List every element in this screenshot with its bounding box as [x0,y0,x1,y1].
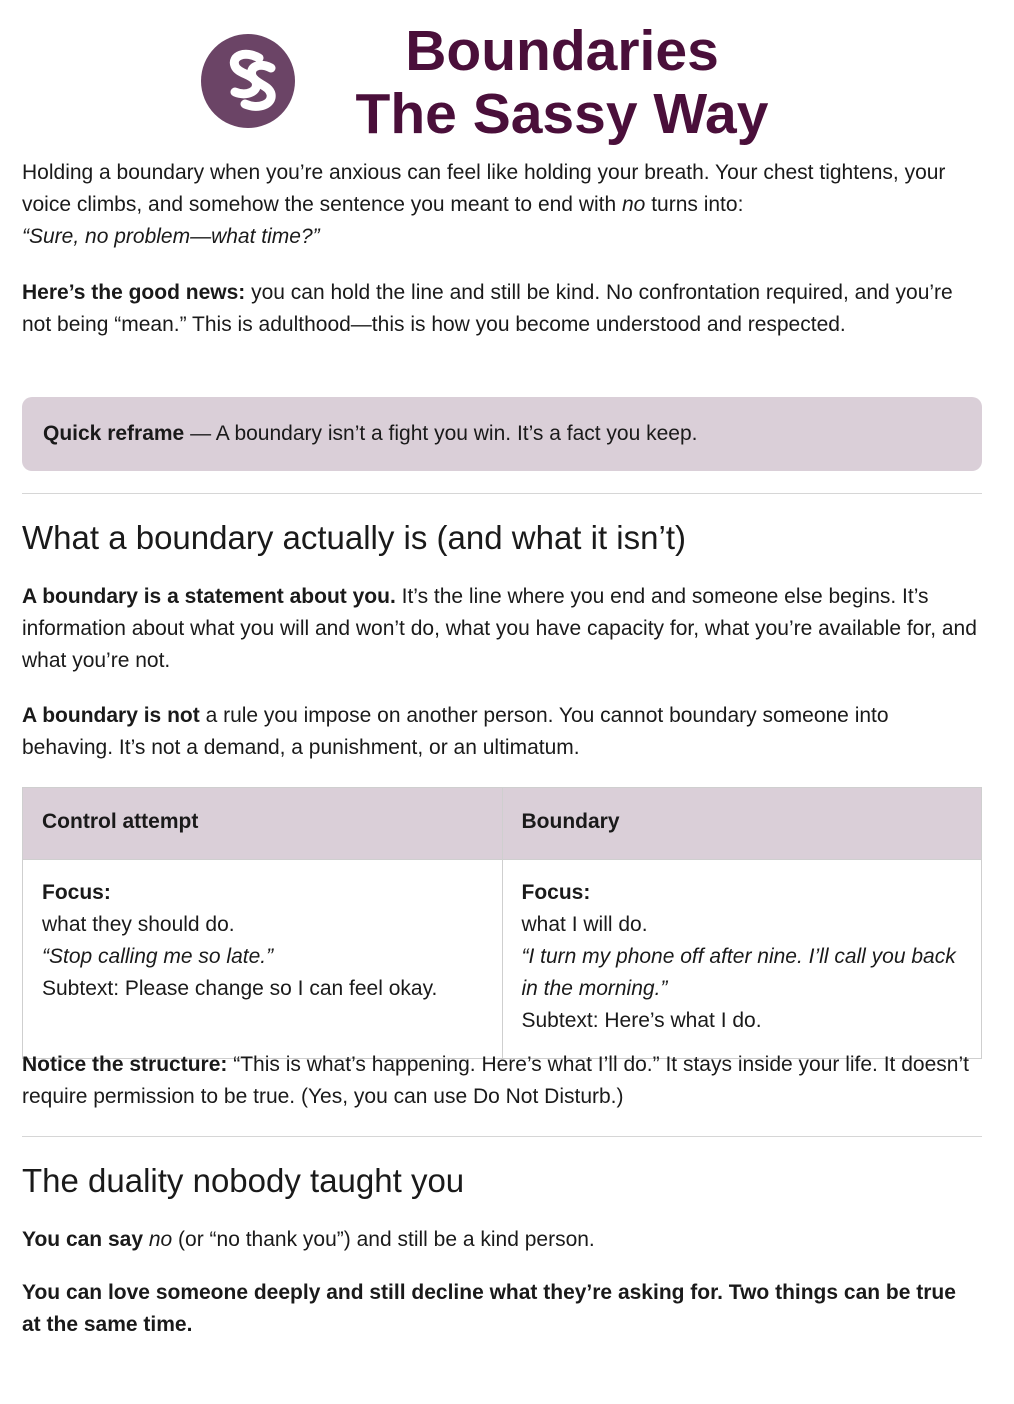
ss-logo-icon [201,34,295,128]
good-news-label: Here’s the good news: [22,281,246,304]
boundary-isnot-text: a rule you impose on another person. You cannot boundary someone into behaving. It’s not a demand, a punishment, or an ultimatum. [22,704,889,759]
header [22,0,982,155]
cell-focus [42,877,483,941]
boundary-is-label: A boundary is a statement about you. [22,585,396,608]
callout-text: — A boundary isn’t a fight you win. It’s a fact you keep. [184,422,698,445]
boundary-is-paragraph [22,581,982,677]
notice-text: “This is what’s happening. Here’s what I’ll do.” It stays inside your life. It doesn’t require permission to be true. (Yes, you can use Do Not Disturb.) [22,1053,969,1108]
cell-quote: “I turn my phone off after nine. I’ll call you back in the morning.” [521,945,956,1000]
cell-subtext: Subtext: Here’s what I do. [521,1009,762,1032]
divider [22,1136,982,1137]
table-header-boundary: Boundary [502,788,982,860]
page-title [322,20,802,146]
quick-reframe-callout [22,397,982,471]
callout-label: Quick reframe [43,422,185,445]
focus-label: Focus: [42,881,111,904]
boundary-isnot-label: A boundary is not [22,704,200,727]
brand-logo [201,34,295,128]
good-news-paragraph [22,277,982,341]
cell-subtext: Subtext: Please change so I can feel okay. [42,977,438,1000]
section-heading-duality: The duality nobody taught you [22,1162,465,1199]
notice-label: Notice the structure: [22,1053,228,1076]
say-emphasis: no [148,1228,173,1251]
table-row [23,860,982,1059]
say-no-paragraph [22,1224,982,1256]
boundary-is-text: It’s the line where you end and someone else begins. It’s information about what you will and won’t do, what you have capacity for, what you’re available for, and what you’re not. [22,585,977,672]
boundary-isnot-paragraph [22,700,982,764]
love-paragraph: You can love someone deeply and still decline what they’re asking for. Two things can be true at the same time. [22,1281,956,1336]
cell-quote: “Stop calling me so late.” [42,945,274,968]
cell-focus [522,877,963,941]
divider [22,493,982,494]
table-cell-control [23,860,503,1059]
section-heading-boundary: What a boundary actually is (and what it isn’t) [22,519,686,556]
focus-text: what they should do. [42,913,235,936]
intro-quote: “Sure, no problem—what time?” [22,225,320,248]
title-line-1: Boundaries [405,19,719,83]
focus-label: Focus: [521,881,591,904]
table-cell-boundary [502,860,982,1059]
intro-paragraph [22,157,982,253]
notice-paragraph [22,1049,982,1113]
table-header-row [23,788,982,860]
good-news-text: you can hold the line and still be kind. No confrontation required, and you’re not being “mean.” This is adulthood—this is how you become understood and respected. [22,281,953,336]
say-label: You can say [22,1228,143,1251]
intro-text-after: turns into: [645,193,744,216]
document-page [22,0,982,1336]
title-line-2: The Sassy Way [355,82,769,146]
intro-emphasis: no [622,193,646,216]
say-text: (or “no thank you”) and still be a kind person. [172,1228,595,1251]
comparison-table [22,787,982,1059]
table-header-control: Control attempt [23,788,503,860]
focus-text: what I will do. [521,913,648,936]
intro-text: Holding a boundary when you’re anxious can feel like holding your breath. Your chest tightens, your voice climbs, and somehow the sentence you meant to end with [22,161,946,216]
